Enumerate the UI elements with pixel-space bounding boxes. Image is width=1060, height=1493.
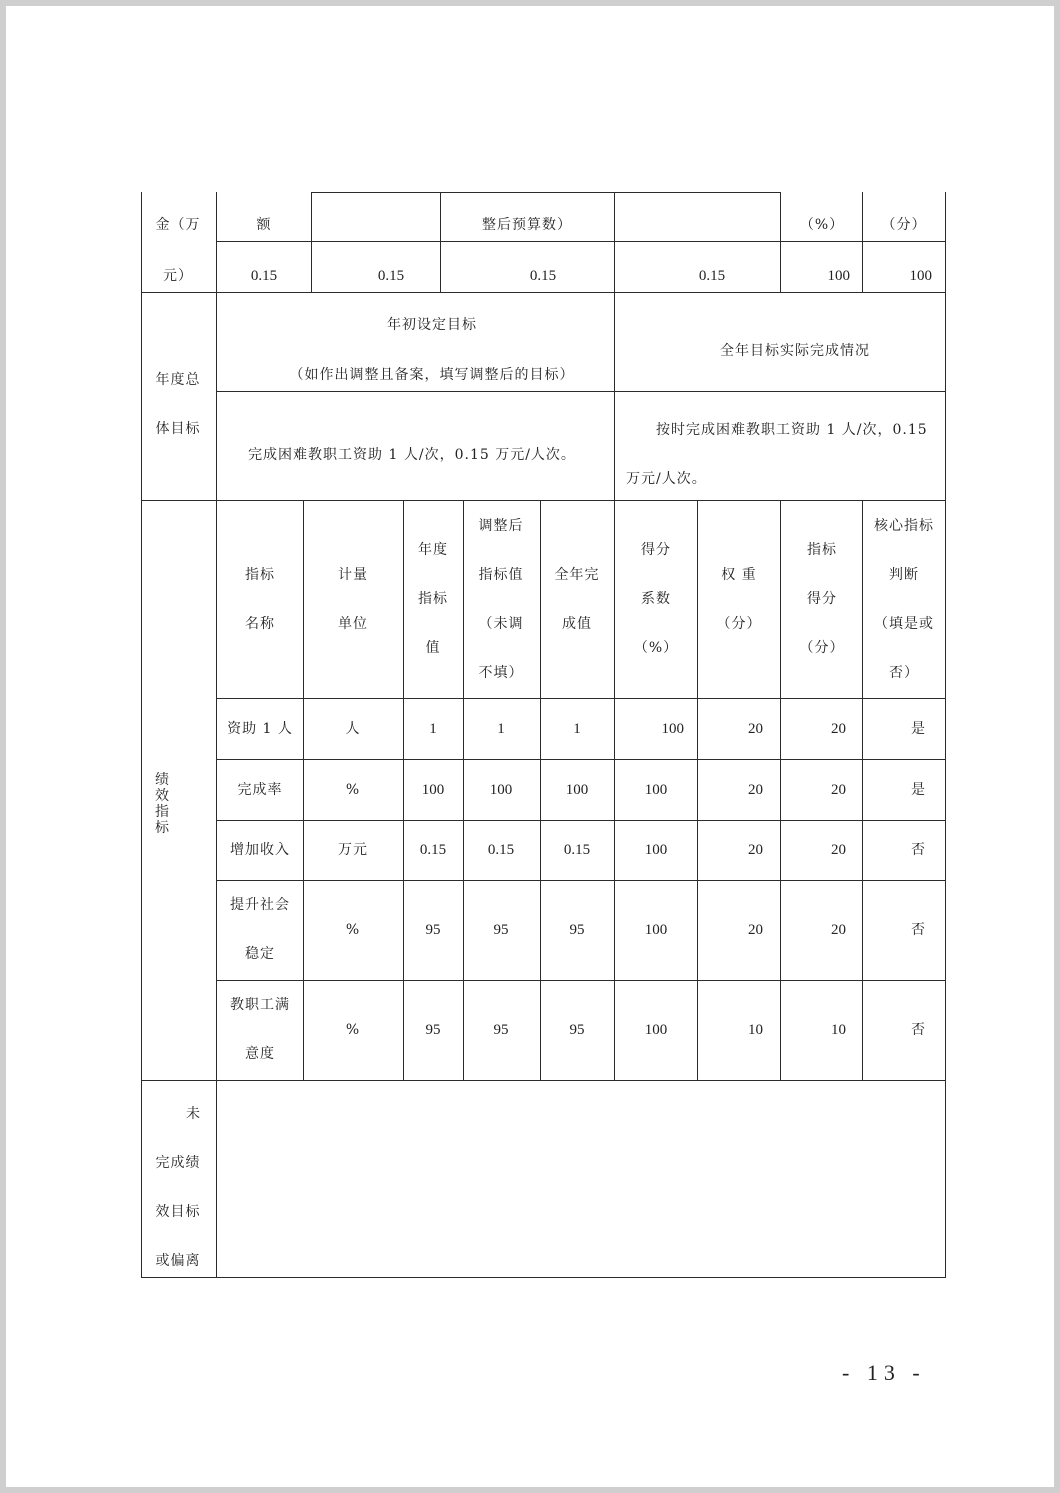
funds-col-rule (440, 192, 441, 293)
indicator-weight: 20 (748, 842, 763, 858)
indicator-score-coef: 100 (644, 842, 668, 858)
indicator-header-weight: （分） (716, 615, 762, 632)
indicator-weight: 20 (748, 781, 763, 798)
indicator-header-core: 判断 (889, 566, 919, 583)
goal-actual-text: 按时完成困难教职工资助 1 人/次，0.15 (656, 422, 928, 438)
indicator-name: 教职工满 (230, 997, 290, 1013)
funds-value: 0.15 (377, 268, 405, 284)
indicator-header-weight: 权 重 (721, 566, 757, 583)
goal-label: 年度总 (155, 372, 201, 388)
indicator-row-rule (216, 980, 946, 981)
indicator-weight: 20 (748, 720, 763, 737)
table-left-border (141, 192, 142, 1278)
indicator-col-rule (780, 500, 781, 1081)
indicator-header-coef: 得分 (641, 542, 671, 558)
indicator-header-adjusted: 指标值 (478, 566, 524, 583)
indicator-core-judgement: 是 (911, 781, 926, 798)
indicator-col-rule (303, 500, 304, 1081)
indicator-name: 完成率 (237, 781, 283, 798)
indicator-core-judgement: 否 (911, 922, 926, 938)
indicator-score-coef: 100 (644, 1022, 668, 1038)
goal-initial-header: 年初设定目标 (387, 317, 477, 333)
indicator-score-coef: 100 (661, 720, 684, 737)
funds-bottom-rule (141, 292, 946, 293)
indicator-core-judgement: 否 (911, 1022, 926, 1038)
indicator-col-rule (403, 500, 404, 1081)
funds-value: 0.15 (698, 268, 726, 284)
indicator-adjusted-value: 95 (493, 1022, 509, 1038)
indicator-unit: % (345, 781, 361, 798)
indicator-col-rule (697, 500, 698, 1081)
indicator-annual-value: 95 (425, 922, 441, 938)
funds-mid-rule (216, 241, 946, 242)
funds-col-rule (614, 192, 615, 293)
indicator-annual-value: 1 (429, 720, 437, 737)
indicator-col-rule (540, 500, 541, 1081)
indicator-name: 资助 1 人 (227, 720, 293, 737)
indicator-header-completed: 全年完 (554, 566, 600, 583)
indicator-unit: % (345, 1022, 361, 1038)
performance-section-label: 绩效指标 (155, 772, 169, 836)
indicator-completed-value: 1 (573, 720, 581, 737)
indicator-row-rule (216, 820, 946, 821)
funds-label: 元） (163, 268, 193, 284)
indicator-header-score: 得分 (807, 591, 837, 607)
funds-label: 金（万 (155, 217, 201, 233)
indicator-header-completed: 成值 (562, 615, 592, 632)
goal-initial-header: （如作出调整且备案，填写调整后的目标） (289, 367, 575, 383)
indicator-score-coef: 100 (644, 781, 668, 798)
indicator-weight: 20 (748, 922, 763, 938)
indicator-header-adjusted: 调整后 (478, 517, 524, 534)
indicator-row-rule (216, 880, 946, 881)
indicator-unit: 万元 (338, 842, 368, 858)
indicator-unit: % (345, 922, 361, 938)
goal-label: 体目标 (155, 421, 201, 437)
indicator-core-judgement: 否 (911, 842, 926, 858)
indicator-col-rule (862, 500, 863, 1081)
indicator-score: 20 (831, 842, 846, 858)
indicator-header-adjusted: 不填） (478, 664, 524, 681)
indicator-header-name: 指标 (245, 566, 275, 583)
deviation-label: 或偏离 (155, 1253, 201, 1269)
indicator-score: 20 (831, 922, 846, 938)
indicator-completed-value: 100 (565, 781, 589, 798)
indicator-adjusted-value: 1 (497, 720, 505, 737)
funds-value: 100 (827, 268, 850, 284)
indicator-weight: 10 (748, 1022, 763, 1038)
indicator-header-core: 核心指标 (874, 517, 934, 534)
indicator-header-core: 否） (889, 664, 919, 681)
indicator-completed-value: 95 (569, 1022, 585, 1038)
indicator-header-annual: 值 (425, 640, 441, 656)
indicator-header-annual: 年度 (418, 542, 448, 558)
funds-header-cell: （%） (799, 217, 845, 233)
goal-actual-header: 全年目标实际完成情况 (720, 343, 870, 359)
indicator-name: 提升社会 (230, 897, 290, 913)
indicator-score: 20 (831, 720, 846, 737)
indicator-score: 20 (831, 781, 846, 798)
funds-col-rule (780, 192, 781, 293)
goal-actual-text: 万元/人次。 (626, 471, 707, 487)
funds-col-rule (862, 192, 863, 293)
indicator-adjusted-value: 0.15 (487, 842, 515, 858)
indicator-header-score: （分） (799, 640, 845, 656)
indicator-score-coef: 100 (644, 922, 668, 938)
indicator-header-annual: 指标 (418, 591, 448, 607)
deviation-label: 效目标 (155, 1204, 201, 1220)
indicator-annual-value: 95 (425, 1022, 441, 1038)
funds-value: 0.15 (250, 268, 278, 284)
indicator-core-judgement: 是 (911, 720, 926, 737)
funds-header-cell: （分） (881, 217, 927, 233)
indicator-completed-value: 0.15 (563, 842, 591, 858)
funds-header-cell: 额 (256, 217, 272, 233)
indicator-name: 意度 (245, 1046, 275, 1062)
funds-value: 100 (909, 268, 932, 284)
goal-bottom-rule (141, 500, 946, 501)
indicator-header-core: （填是或 (874, 615, 934, 632)
indicator-name: 增加收入 (230, 842, 290, 858)
goal-header-rule (216, 391, 946, 392)
indicator-col-rule (463, 500, 464, 1081)
indicator-row-rule (216, 759, 946, 760)
deviation-label: 未 (186, 1106, 201, 1122)
indicator-col-rule (614, 500, 615, 1081)
indicator-header-adjusted: （未调 (478, 615, 524, 632)
funds-value: 0.15 (529, 268, 557, 284)
indicator-score: 10 (831, 1022, 846, 1038)
indicator-header-score: 指标 (807, 542, 837, 558)
funds-col-rule (311, 192, 312, 293)
table-right-border (945, 192, 946, 1278)
indicator-name: 稳定 (245, 946, 275, 962)
deviation-label: 完成绩 (155, 1155, 201, 1171)
goal-initial-text: 完成困难教职工资助 1 人/次，0.15 万元/人次。 (248, 447, 576, 463)
indicator-adjusted-value: 95 (493, 922, 509, 938)
page-number: - 13 - (842, 1360, 926, 1385)
indicator-header-coef: （%） (633, 640, 679, 656)
indicator-unit: 人 (345, 720, 361, 737)
indicator-header-coef: 系数 (641, 591, 671, 607)
funds-top-rule (311, 192, 781, 193)
indicator-bottom-rule (141, 1080, 946, 1081)
indicator-header-unit: 单位 (338, 615, 368, 632)
indicator-row-rule (216, 698, 946, 699)
indicator-header-unit: 计量 (338, 566, 368, 583)
indicator-header-name: 名称 (245, 615, 275, 632)
label-column-rule (216, 192, 217, 1278)
indicator-annual-value: 0.15 (419, 842, 447, 858)
goal-split-rule (614, 292, 615, 501)
table-bottom-border (141, 1277, 946, 1278)
funds-header-cell: 整后预算数） (482, 217, 572, 233)
indicator-annual-value: 100 (421, 781, 445, 798)
indicator-completed-value: 95 (569, 922, 585, 938)
indicator-adjusted-value: 100 (489, 781, 513, 798)
